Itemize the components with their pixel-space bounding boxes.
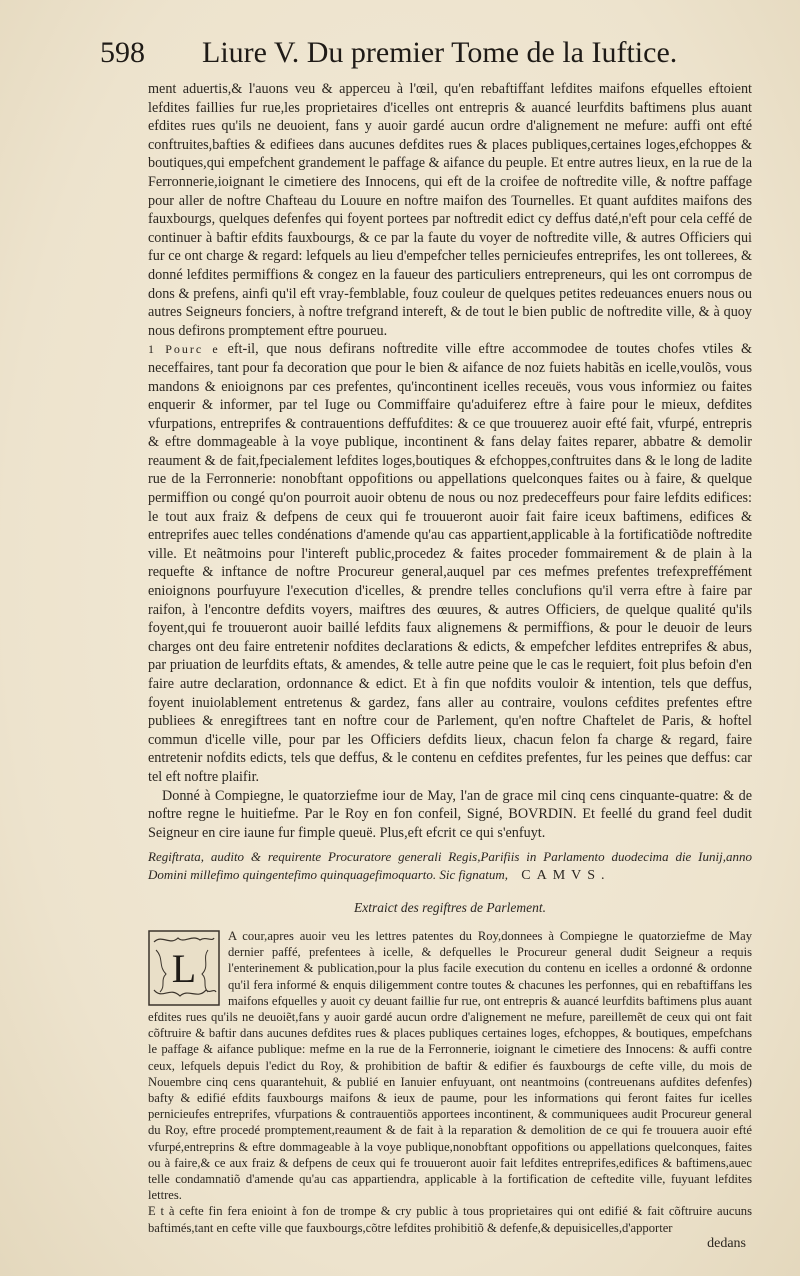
main-text-column — [148, 80, 752, 1252]
paragraph-1: ment aduertis,& l'auons veu & apperceu à l'œil, qu'en rebaftiffant lefdites maifons efquelles eftoient lefdites faillies fur rue,les proprietaires d'icelles ont entrepris & auancé leurfdits baftimens plus auant efdites rues qu'ils ne deuoient, fans y auoir gardé aucun ordre d'alignement ne mefure: auffi ont efté conftruites,bafties & edifiees dans aucunes defdites rues & places publiques,certaines loges,efchoppes & boutiques,qui empefchent grandement le paffage & aifance du peuple. Et entre autres lieux, en la rue de la Ferronnerie,ioignant le cimetiere des Innocens, qui eft de la croifee de noftredite ville, & noftre paffage pour aller de noftre Chafteau du Louure en noftre maifon des Tournelles. Et quant aufdites maifons des fauxbourgs, quelques defenfes qui foyent portees par noftredit edict cy deffus daté,n'eft pour cela ceffé de continuer à baftir efdits fauxbourgs, & ce par la faute du voyer de noftredite ville, & autres Officiers qui fur ce ont charge & regard: lefquels au lieu d'empefcher telles pernicieufes entreprifes, les ont tollerees, & donné lefdites permiffions & congez en la faueur des particuliers entrepreneurs, qui les ont corrompus de dons & prefens, ainfi qu'il eft vray-femblable, fouz couleur de quelques petites redeuances enuers nous ou autres Seigneurs fonciers, à noftre trefgrand intereft, & de tout le bien public de noftredite ville, & à quoy nous defirons promptement eftre pourueu. — [148, 81, 752, 339]
paragraph-2-lead: 1 Pourc e — [148, 342, 220, 357]
paragraph-2-wrap — [148, 340, 752, 786]
page-header — [100, 36, 720, 80]
extract-paragraph-2: E t à cefte fin fera enioint à fon de trompe & cry public à tous proprietaires qui ont edifié & fait cõftruire aucuns baftimés,tant en cefte ville que fauxbourgs,cõtre lefdites prohibitiõ & defenfe,& depuisicelles,d'apporter — [148, 1204, 752, 1235]
registration-signature: CAMVS. — [521, 868, 611, 884]
paragraph-3: Donné à Compiegne, le quatorziefme iour de May, l'an de grace mil cinq cens cinquante-quatre: & de noftre regne le huitiefme. Par le Roy en fon confeil, Signé, BOVRDIN. Et feellé du grand feel dudit Seigneur en cire iaune fur fimple queuë. Plus,eft efcrit ce qui s'enfuyt. — [148, 787, 752, 841]
folio-number: 598 — [100, 36, 145, 69]
running-title: Liure V. Du premier Tome de la Iuftice. — [202, 36, 678, 69]
extract-heading: Extraict des regiftres de Parlement. — [353, 900, 547, 916]
extract-paragraph-1: A cour,apres auoir veu les lettres patentes du Roy,donnees à Compiegne le quatorziefme de May dernier paffé, prefentees à icelle, & defquelles le Procureur general dudit Seigneur a requis l'enterinement & publication,pour la plus facile execution du contenu en icelles a ordonné & ordonne qu'il fera informé & enquis diligemment contre toutes & chacunes les perfonnes, qui en rebaftiffans les maifons efquelles y auoit cy deuant faillie fur rue, ont entrepris & auancé leurfdits baftimens plus auant efdites rues qu'ils ne deuoiẽt,fans y auoir gardé aucun ordre d'alignement ne mefure, pareillemẽt de ceux qui ont fait cõftruire & baftir dans aucunes defdites rues & places publiques certaines loges, efchoppes, & boutiques, empefchans le paffage & aifance publique: mefme en la rue de la Ferronnerie, ioignant le cimetiere des Innocens: & auffi contre ceux, lefquels depuis l'edict du Roy, & prohibition de baftir & edifier és fauxbourgs de cefte ville, du mois de Nouembre cinq cens quarantehuit, & publié en Ianuier enfuyuant, ont neantmoins (contreuenans aufdites defenfes) bafty & edifié efdits fauxbourgs maifons & ieux de paume, pour les informations qui feront faites fur icelles pernicieufes entreprifes, vfurpations & contrauentiõs apportees incontinent, & communiquees audit Procureur general du Roy, eftre procedé promptement,reaument & de fait à la reparation & demolition de ce qui fe trouuera auoir efté vfurpé,entreprins & eftre dommageable à la voye publique,nonobftant oppofitions ou appellations quelconques, faites ou à faire,& ce aux fraiz & defpens de ceux qui fe trouueront auoir fait lefdites entreprifes,edifices & baftimens,auec telle condamnatiõ d'amende qu'au cas appartiendra, applicable à la fortification de ceftedite ville, fuyuant lefdites lettres. — [148, 928, 752, 1203]
registration-note — [148, 848, 752, 885]
extract-block — [148, 928, 752, 1252]
svg-text:L: L — [171, 945, 197, 991]
paragraph-2: eft-il, que nous defirans noftredite ville eftre accommodee de toutes chofes vtiles & neceffaires, tant pour fa decoration que pour le bien & aifance de noz fuiets habitãs en icelle,voulõs, vous mandons & enioignons par ces prefentes, qu'incontinent icelles receuës, vous vous informiez ou faites enquerir & informer, par tel Iuge ou Commiffaire qu'aduiferez eftre à faire pour le mieux, defdites vfurpations, entreprifes & contrauentions deffufdites: & ce que trouuerez auoir efté fait, vfurpé, entrepris & eftre dommageable à la voye publique, incontinent & fans delay faites reparer, abbatre & demolir reaument & de fait,fpecialement lefdites loges,boutiques & efchoppes,conftruites dans & le long de ladite rue de la Ferronnerie: nonobftant oppofitions ou appellations quelconques faites ou à faire, & quelque permiffion ou congé qu'on pourroit auoir obtenu de nous ou noz predeceffeurs pour faire lefdits edifices: le tout aux fraiz & defpens de ceux qui fe trouueront auoir fait faire iceux baftimens, edifices & entreprifes auec telles condénations d'amende qu'au cas appartient,applicable à la fortificatiõde noftredite ville. Et neãtmoins pour l'intereft public,procedez & faites proceder fommairement & de plain à la requefte & inftance de noftre Procureur general,auquel par ces mefmes prefentes trefexpreffément enioignons pourfuyure l'execution d'icelles, & prendre telles conclufions qu'il verra eftre à faire par raifon, à l'encontre defdits voyers, maiftres des œuures, & autres Officiers, de quelque qualité qu'ils foyent,qui fe trouueront auoir baillé lefdits faux alignemens & permiffions, & pour le deuoir de leurs charges ont deu faire entretenir nofdites declarations & edicts, & empefcher lefdites entreprifes & abus, par priuation de leurfdits eftats, & amendes, & telle autre peine que le cas le requiert, foit plus befoin d'en faire autre declaration, ordonnance & edict. Et à fin que nofdits vouloir & intention, tels que deffus, foyent inuiolablement entretenus & gardez, fans aller au contraire, voulons cefdites prefentes eftre publiees & enregiftrees tant en noftre cour de Parlement, qu'en noftre Chaftelet de Paris, & hoftel commun d'icelle ville, pour par les Officiers defdits lieux, chacun felon fa charge & regard, faire entretenir nofdits edicts, tels que deffus, & le contenu en cefdites prefentes, fur les peines que deffus: car tel eft noftre plaifir. — [148, 341, 752, 785]
registration-text: Regiftrata, audito & requirente Procuratore generali Regis,Parifiis in Parlamento duodecima die Iunij,anno Domini millefimo quingentefimo quinquagefimoquarto. Sic fignatum, — [148, 849, 752, 883]
decorated-initial-l-icon — [148, 930, 220, 1006]
catchword: dedans — [707, 1235, 746, 1251]
